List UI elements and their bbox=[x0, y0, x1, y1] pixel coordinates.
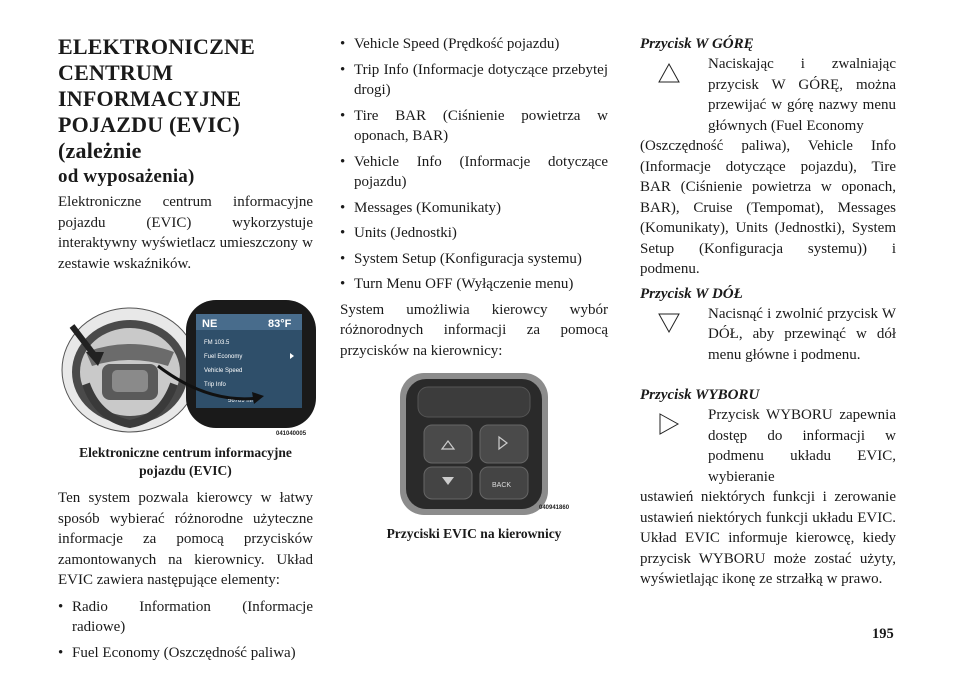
list-item: • Radio Information (Informacje radiowe) bbox=[58, 597, 313, 638]
steering-wheel-illustration bbox=[58, 300, 316, 440]
down-triangle-icon bbox=[658, 312, 680, 334]
feature-list bbox=[340, 34, 608, 295]
column-right: Przycisk W GÓRĘ Naciskając i zwalniając przycisk W GÓRĘ, można przewijać w górę nazwy menu głównych (Fuel Economy (Oszczędność paliwa), Vehicle Info (Informacje dotyczące pojazdu), Tire BAR (Ciśnienie powietrza w oponach, BAR), Cruise (Tempomat), Messages (Komunikaty), Units (Jednostki), System Setup (Konfiguracja systemu)) i podmenu. Przycisk W DÓŁ Nacisnąć i zwolnić przycisk W DÓŁ, aby przewinąć w dół menu główne i podmenu. Przycisk WYBORU Przycisk WYBORU zapewnia dostęp do informacji w podmenu układu EVIC, wybieranie ustawień niektórych funkcji i zerowanie ustawień niektórych funkcji układu EVIC. Układ EVIC informuje kierowcę, kiedy przycisk WYBORU może zostać użyty, wyświetlając ikonę ze strzałką w prawo. bbox=[640, 36, 896, 587]
list-item: • Units (Jednostki) bbox=[340, 223, 608, 244]
up-button-description: Naciskając i zwalniając przycisk W GÓRĘ, można przewijać w górę nazwy menu głównych (Fuel Economy bbox=[640, 54, 896, 136]
page-number: 195 bbox=[872, 626, 894, 642]
display-menu-item: Vehicle Speed bbox=[204, 368, 243, 374]
body-paragraph: System umożliwia kierowcy wybór różnorodnych informacji za pomocą przycisków na kierownicy: bbox=[340, 301, 608, 359]
evic-figure bbox=[58, 300, 316, 440]
select-button-heading: Przycisk WYBORU bbox=[640, 387, 760, 403]
display-menu-item: 56789 mi bbox=[228, 398, 253, 404]
display-heading: NE bbox=[202, 318, 218, 330]
section-title: ELEKTRONICZNE CENTRUM INFORMACYJNE POJAZDU (EVIC) (zależnie od wyposażenia) bbox=[58, 34, 255, 187]
figure-code: 041040005 bbox=[276, 431, 307, 437]
up-triangle-icon bbox=[658, 62, 680, 84]
list-item: • Tire BAR (Ciśnienie powietrza w oponach, BAR) bbox=[340, 106, 608, 147]
list-item: • System Setup (Konfiguracja systemu) bbox=[340, 249, 608, 270]
down-button-heading: Przycisk W DÓŁ bbox=[640, 285, 743, 302]
down-button-description: Nacisnąć i zwolnić przycisk W DÓŁ, aby przewinąć w dół menu główne i podmenu. bbox=[640, 304, 896, 366]
list-item: • Trip Info (Informacje dotyczące przebytej drogi) bbox=[340, 60, 608, 101]
right-triangle-icon bbox=[658, 413, 680, 435]
column-left bbox=[58, 34, 313, 668]
figure-code: 040941860 bbox=[539, 505, 570, 511]
column-middle bbox=[340, 34, 608, 543]
list-item: • Vehicle Info (Informacje dotyczące pojazdu) bbox=[340, 152, 608, 193]
steering-buttons-illustration bbox=[398, 371, 583, 519]
list-item: • Vehicle Speed (Prędkość pojazdu) bbox=[340, 34, 608, 55]
body-paragraph: Ten system pozwala kierowcy w łatwy sposób wybierać różnorodne użyteczne informacje za pomocą przycisków zamontowanych na kierownicy. Układ EVIC zawiera następujące elementy: bbox=[58, 490, 313, 588]
feature-list bbox=[58, 597, 313, 664]
display-temperature: 83°F bbox=[268, 318, 292, 330]
list-item: • Messages (Komunikaty) bbox=[340, 198, 608, 219]
display-menu-item: FM 103.5 bbox=[204, 340, 230, 346]
intro-paragraph: Elektroniczne centrum informacyjne pojazdu (EVIC) wykorzystuje interaktywny wyświetlacz umieszczony w zestawie wskaźników. bbox=[58, 194, 313, 272]
list-item: • Fuel Economy (Oszczędność paliwa) bbox=[58, 643, 313, 664]
figure-caption: Elektroniczne centrum informacyjne pojazdu (EVIC) bbox=[79, 445, 292, 478]
list-item: • Turn Menu OFF (Wyłączenie menu) bbox=[340, 274, 608, 295]
display-menu-item: Fuel Economy bbox=[204, 354, 243, 360]
select-button-description: Przycisk WYBORU zapewnia dostęp do informacji w podmenu układu EVIC, wybieranie bbox=[640, 405, 896, 487]
up-button-heading: Przycisk W GÓRĘ bbox=[640, 36, 754, 52]
figure-caption: Przyciski EVIC na kierownicy bbox=[386, 526, 562, 541]
display-menu-item: Trip Info bbox=[204, 382, 226, 388]
steering-buttons-figure bbox=[398, 371, 583, 519]
back-button-label: BACK bbox=[492, 482, 512, 489]
